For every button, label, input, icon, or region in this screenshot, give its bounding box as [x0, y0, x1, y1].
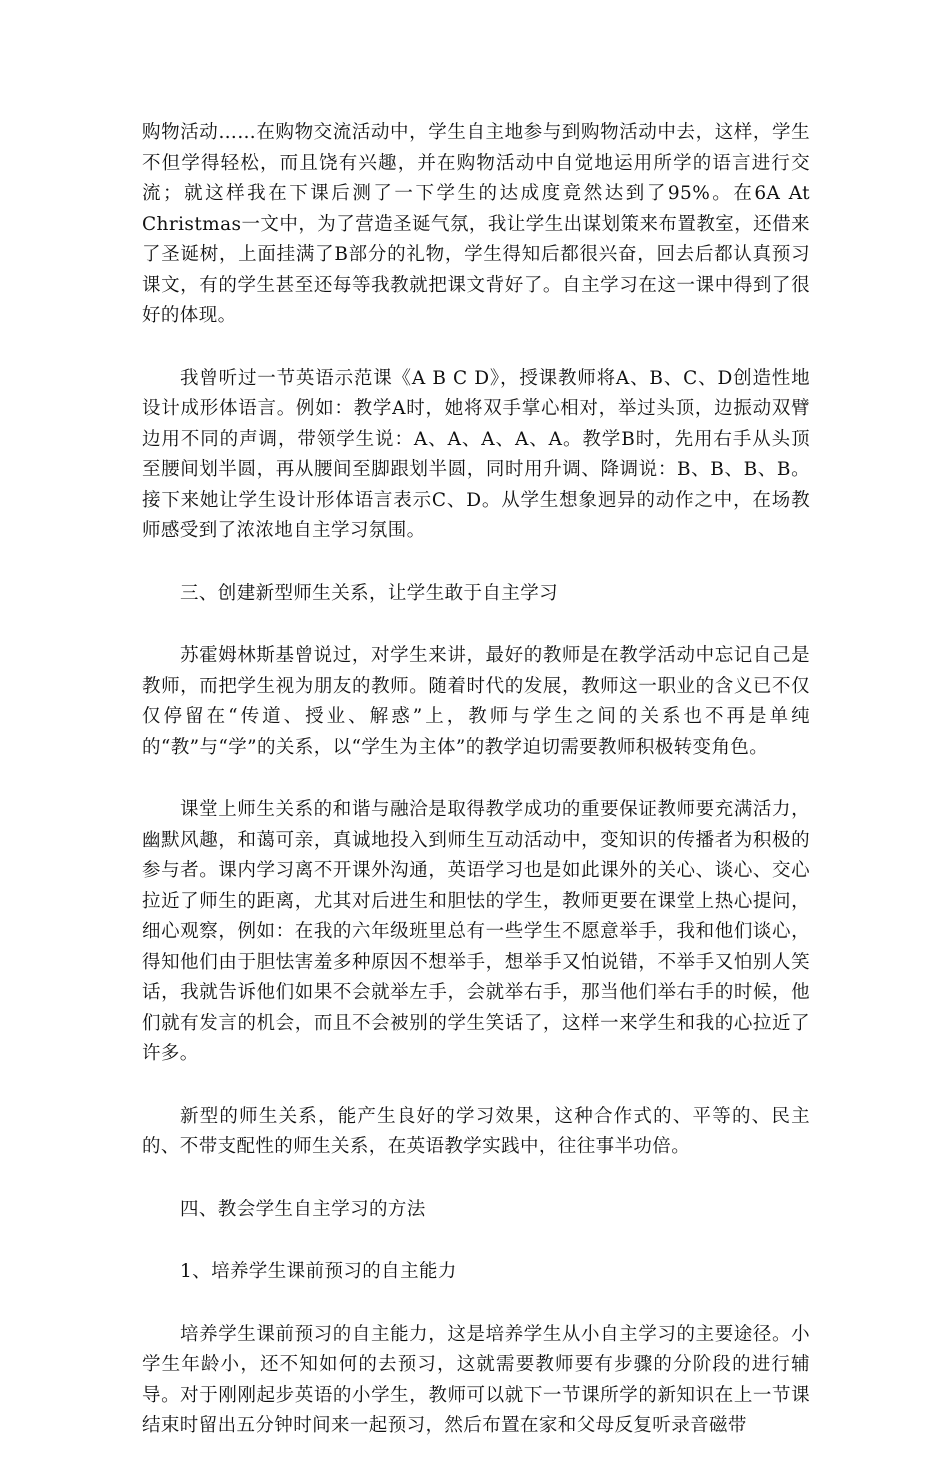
paragraph-preview-ability: 培养学生课前预习的自主能力，这是培养学生从小自主学习的主要途径。小学生年龄小，还不知如何的去预习，这就需要教师要有步骤的分阶段的进行辅导。对于刚刚起步英语的小学生，教师可以就下一节课所学的新知识在上一节课结束时留出五分钟时间来一起预习，然后布置在家和父母反复听录音磁带	[142, 1323, 810, 1436]
paragraph-shopping-activity: 购物活动……在购物交流活动中，学生自主地参与到购物活动中去，这样，学生不但学得轻松，而且饶有兴趣，并在购物活动中自觉地运用所学的语言进行交流；就这样我在下课后测了一下学生的达成度竟然达到了95%。在6A At Christmas一文中，为了营造圣诞气氛，我让学生出谋划策来布置教室，还借来了圣诞树，上面挂满了B部分的礼物，学生得知后都很兴奋，回去后都认真预习课文，有的学生甚至还每等我教就把课文背好了。自主学习在这一课中得到了很好的体现。	[142, 122, 810, 326]
paragraph-new-relationship: 新型的师生关系，能产生良好的学习效果，这种合作式的、平等的、民主的、不带支配性的师生关系，在英语教学实践中，往往事半功倍。	[142, 1105, 810, 1157]
document-body	[142, 118, 810, 1474]
section-heading-3: 三、创建新型师生关系，让学生敢于自主学习	[180, 582, 559, 604]
section-heading-4: 四、教会学生自主学习的方法	[180, 1198, 426, 1220]
subsection-heading-1: 1、培养学生课前预习的自主能力	[180, 1261, 457, 1282]
paragraph-classroom-relationship: 课堂上师生关系的和谐与融洽是取得教学成功的重要保证教师要充满活力，幽默风趣，和蔼可亲，真诚地投入到师生互动活动中，变知识的传播者为积极的参与者。课内学习离不开课外沟通，英语学习也是如此课外的关心、谈心、交心拉近了师生的距离，尤其对后进生和胆怯的学生，教师更要在课堂上热心提问，细心观察，例如：在我的六年级班里总有一些学生不愿意举手，我和他们谈心，得知他们由于胆怯害羞多种原因不想举手，想举手又怕说错，不举手又怕别人笑话，我就告诉他们如果不会就举左手，会就举右手，那当他们举右手的时候，他们就有发言的机会，而且不会被别的学生笑话了，这样一来学生和我的心拉近了许多。	[142, 799, 810, 1064]
paragraph-sukhomlinsky: 苏霍姆林斯基曾说过，对学生来讲，最好的教师是在教学活动中忘记自己是教师，而把学生视为朋友的教师。随着时代的发展，教师这一职业的含义已不仅仅停留在“传道、授业、解惑”上，教师与学生之间的关系也不再是单纯的“教”与“学”的关系，以“学生为主体”的教学迫切需要教师积极转变角色。	[142, 645, 810, 758]
paragraph-abcd-demo-lesson: 我曾听过一节英语示范课《A B C D》，授课教师将A、B、C、D创造性地设计成形体语言。例如：教学A时，她将双手掌心相对，举过头顶，边振动双臂边用不同的声调，带领学生说：A、A、A、A、A。教学B时，先用右手从头顶至腰间划半圆，再从腰间至脚跟划半圆，同时用升调、降调说：B、B、B、B。接下来她让学生设计形体语言表示C、D。从学生想象迥异的动作之中，在场教师感受到了浓浓地自主学习氛围。	[142, 367, 810, 541]
